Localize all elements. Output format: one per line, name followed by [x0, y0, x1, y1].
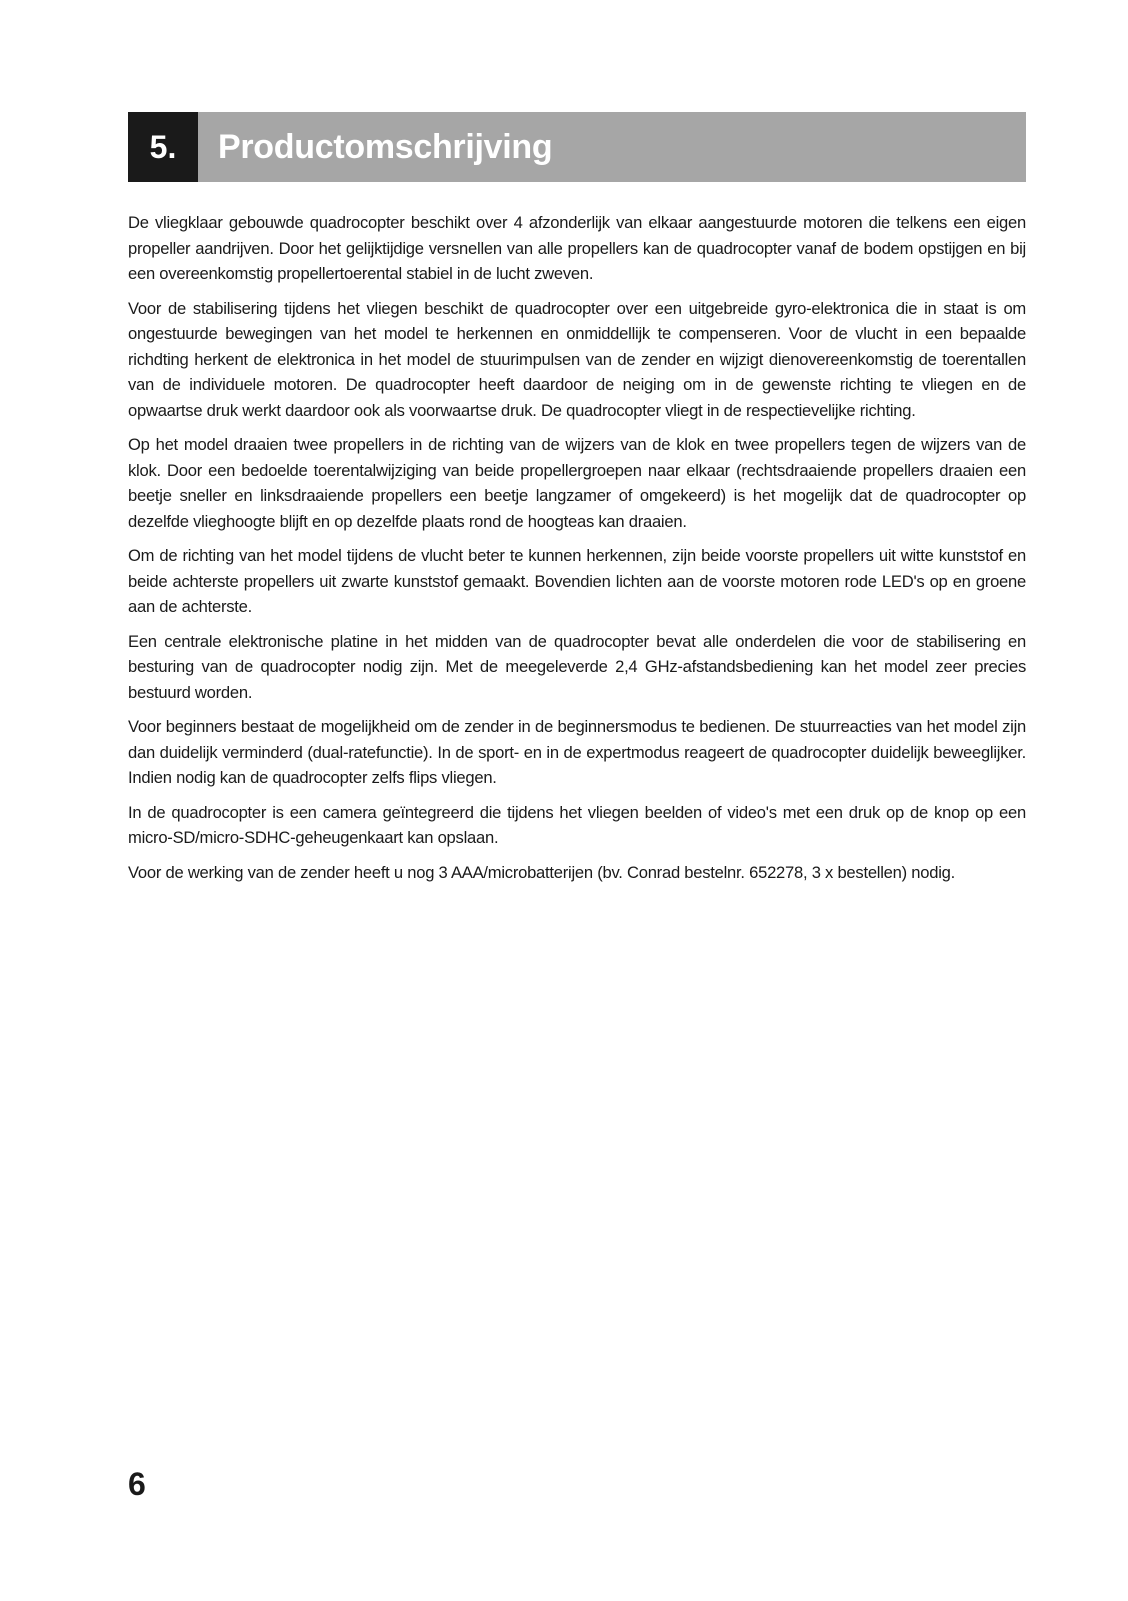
- section-header: [128, 112, 1026, 182]
- paragraph: In de quadrocopter is een camera geïntegreerd die tijdens het vliegen beelden of video's met een druk op de knop op een micro-SD/micro-SDHC-geheugenkaart kan opslaan.: [128, 802, 1026, 847]
- paragraph: Om de richting van het model tijdens de vlucht beter te kunnen herkennen, zijn beide voorste propellers uit witte kunststof en beide achterste propellers uit zwarte kunststof gemaakt. Bovendien lichten aan de voorste motoren rode LED's op en groene aan de achterste.: [128, 546, 1026, 616]
- page-number: 6: [128, 1466, 146, 1502]
- paragraph: Een centrale elektronische platine in het midden van de quadrocopter bevat alle onderdelen die voor de stabilisering en besturing van de quadrocopter nodig zijn. Met de meegeleverde 2,4 GHz-afstandsbediening kan het model zeer precies bestuurd worden.: [128, 631, 1026, 702]
- paragraph: De vliegklaar gebouwde quadrocopter beschikt over 4 afzonderlijk van elkaar aangestuurde motoren die telkens een eigen propeller aandrijven. Door het gelijktijdige versnellen van alle propellers kan de quadrocopter vanaf de bodem opstijgen en bij een overeenkomstig propellertoerental stabiel in de lucht zweven.: [128, 213, 1026, 283]
- paragraph: Voor beginners bestaat de mogelijkheid om de zender in de beginnersmodus te bedienen. De stuurreacties van het model zijn dan duidelijk verminderd (dual-ratefunctie). In de sport- en in de expertmodus reageert de quadrocopter duidelijk beweeglijker. Indien nodig kan de quadrocopter zelfs flips vliegen.: [128, 717, 1026, 787]
- section-number: 5.: [128, 112, 198, 182]
- section-title: Productomschrijving: [218, 127, 553, 166]
- paragraph: Voor de stabilisering tijdens het vliegen beschikt de quadrocopter over een uitgebreide gyro-elektronica die in staat is om ongestuurde bewegingen van het model te herkennen en onmiddellijk te compenseren. Voor de vlucht in een bepaalde richdting herkent de elektronica in het model de stuurimpulsen van de zender en wijzigt dienovereenkomstig de toerentallen van de individuele motoren. De quadrocopter heeft daardoor de neiging om in de gewenste richting te vliegen en de opwaartse druk werkt daardoor ook als voorwaartse druk. De quadrocopter vliegt in de respectievelijke richting.: [128, 298, 1026, 420]
- paragraph: Voor de werking van de zender heeft u nog 3 AAA/microbatterijen (bv. Conrad bestelnr. 652278, 3 x bestellen) nodig.: [128, 862, 955, 882]
- paragraph: Op het model draaien twee propellers in de richting van de wijzers van de klok en twee propellers tegen de wijzers van de klok. Door een bedoelde toerentalwijziging van beide propellergroepen naar elkaar (rechtsdraaiende propellers draaien een beetje sneller en linksdraaiende propellers een beetje langzamer of omgekeerd) is het mogelijk dat de quadrocopter op dezelfde vlieghoogte blijft en op dezelfde plaats rond de hoogteas kan draaien.: [128, 435, 1026, 531]
- body-text: [128, 210, 1026, 894]
